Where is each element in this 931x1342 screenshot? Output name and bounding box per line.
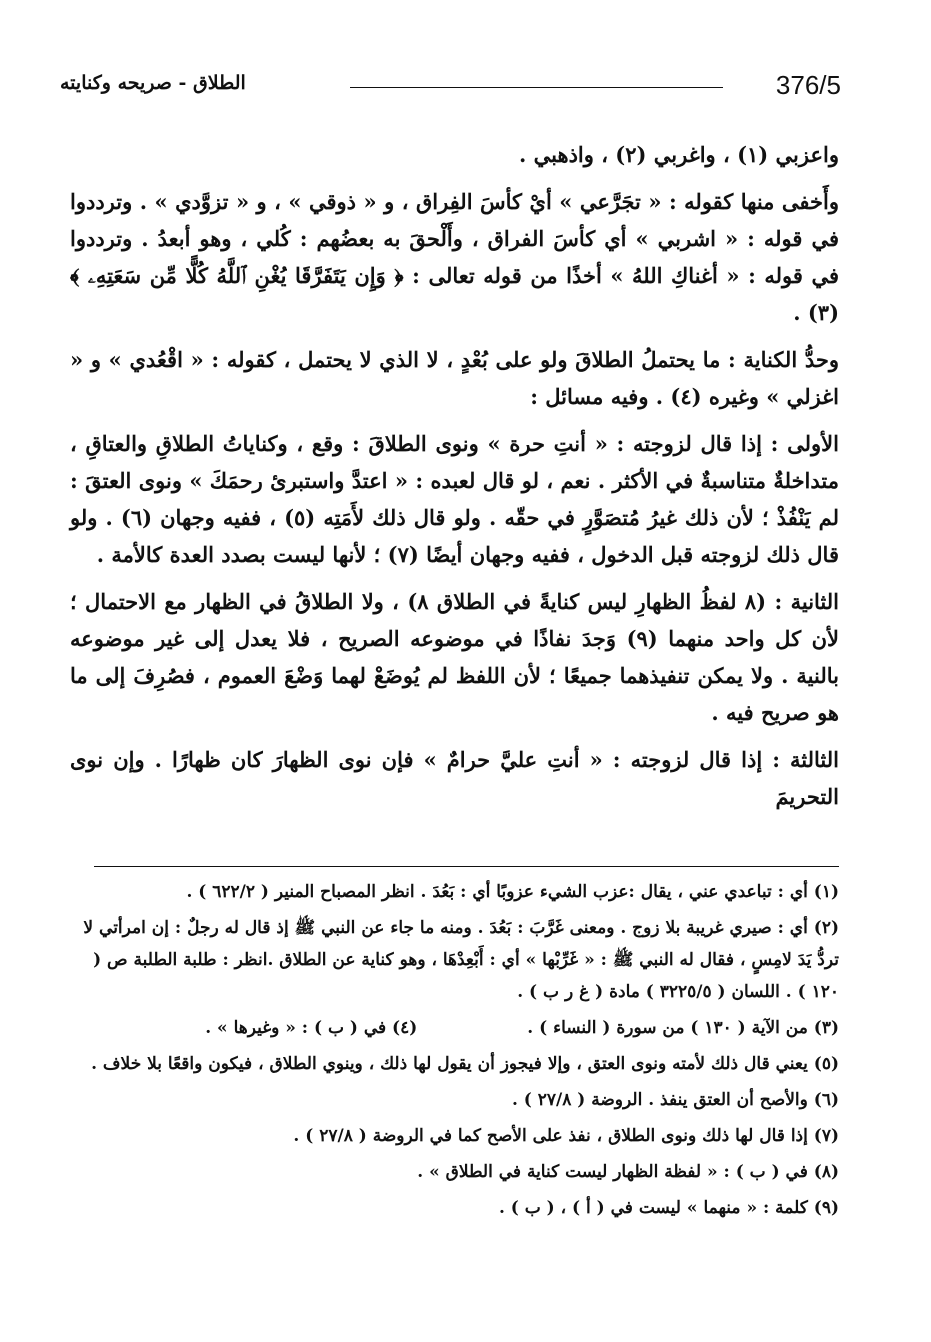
main-text xyxy=(70,136,839,825)
footnote: (١) أي : تباعدي عني ، يقال :عزب الشيء عزوبًا أي : بَعُدَ . انظر المصباح المنير ( ٦٢٢/٢ ) . xyxy=(186,882,839,902)
footnote: (٤) في ( ب ) : « وغيرها » . xyxy=(205,1018,418,1038)
footnote: (٩) كلمة : « منهما » ليست في ( أ ) ، ( ب ) . xyxy=(498,1198,839,1218)
paragraph: الأولى : إذا قال لزوجته : « أنتِ حرة » ونوى الطلاقَ : وقع ، وكناياتُ الطلاقِ والعتاقِ ، متداخلةٌ متناسبةٌ في الأكثر . نعم ، لو قال لعبده : « اعتدَّ واستبرئ رحمَكَ » ونوى العتقَ : لم يَنْفُذْ ؛ لأن ذلك غيرُ مُتصَوَّرٍ في حقّه . ولو قال ذلك لأَمَتِه (٥) ، ففيه وجهان (٦) . ولو قال ذلك لزوجته قبل الدخول ، ففيه وجهان أيضًا (٧) ؛ لأنها ليست بصدد العدة كالأمة . xyxy=(70,431,839,567)
footnote: (٥) يعني قال ذلك لأمته ونوى العتق ، وإلا فيجوز أن يقول لها ذلك ، وينوي الطلاق ، فيكون واقعًا بلا خلاف . xyxy=(91,1054,839,1074)
paragraph: الثانية : (٨ لفظُ الظهارِ ليس كنايةً في الطلاق ٨) ، ولا الطلاقُ في الظهار مع الاحتمال ؛ لأن كل واحد منهما (٩) وَجدَ نفاذًا في موضوعه الصريح ، فلا يعدل إلى غير موضوعه بالنية . ولا يمكن تنفيذهما جميعًا ؛ لأن اللفظ لم يُوضَعْ لهما وَضْعَ العموم ، فصُرِفَ إلى ما هو صريح فيه . xyxy=(70,589,840,725)
running-title: الطلاق - صريحه وكنايته xyxy=(60,72,246,94)
footnote-rule xyxy=(94,866,839,867)
footnote: (٧) إذا قال لها ذلك ونوى الطلاق ، نفذ على الأصح كما في الروضة ( ٢٧/٨ ) . xyxy=(293,1126,839,1146)
page-number: 376/5 xyxy=(775,70,841,100)
paragraph: وحدُّ الكناية : ما يحتملُ الطلاقَ ولو على بُعْدٍ ، لا الذي لا يحتمل ، كقوله : « اقْعُدي » و « اغزلي » وغيره (٤) . وفيه مسائل : xyxy=(70,347,839,409)
paragraph-heading: الثالثة : xyxy=(772,747,839,772)
paragraph: وأَخفى منها كقوله : « تجَرَّعي » أيْ كأسَ الفِراق ، و « ذوقي » ، و « تزوَّدي » . وترددوا في قوله : « اشربي » أي كأسَ الفراق ، وأَلْحقَ به بعضُهم : كُلي ، وهو أبعدُ . وترددوا في قوله : « أغناكِ اللهُ » أخذًا من قوله تعالى : ﴿ وَإِن يَتَفَرَّقَا يُغْنِ ٱللَّهُ كُلًّا مِّن سَعَتِهِۦ ﴾ (٣) . xyxy=(70,189,839,325)
footnote-row xyxy=(70,1012,839,1048)
paragraph: واعزبي (١) ، واغربي (٢) ، واذهبي . xyxy=(519,142,839,167)
paragraph-heading: الأولى : xyxy=(770,431,839,456)
page-header xyxy=(60,70,841,100)
footnote: (٢) أي : صيري غريبة بلا زوج . ومعنى غَرَّبَ : بَعُدَ . ومنه ما جاء عن النبي ﷺ إذ قال له رجلٌ : إن امرأتي لا تردُّ يَدَ لامِسٍ ، فقال له النبي ﷺ : « غَرِّبْها » أي : أَبْعِدْهَا ، وهو كناية عن الطلاق .انظر : طلبة الطلبة ص ( ١٢٠ ) . اللسان ( ٣٢٢٥/٥ ) مادة ( غ ر ب ) . xyxy=(83,918,839,1002)
paragraph-heading: وحدُّ الكناية : xyxy=(728,347,839,372)
paragraph: الثالثة : إذا قال لزوجته : « أنتِ عليَّ حرامٌ » فإن نوى الظهارَ كان ظهارًا . وإن نوى التحريمَ xyxy=(70,747,839,809)
paragraph-heading: الثانية : xyxy=(774,589,840,614)
footnote: (٦) والأصح أن العتق ينفذ . الروضة ( ٢٧/٨ ) . xyxy=(511,1090,839,1110)
footnote: (٨) في ( ب ) : « لفظة الظهار ليست كناية في الطلاق » . xyxy=(417,1162,839,1182)
footnote: (٣) من الآية ( ١٣٠ ) من سورة ( النساء ) . xyxy=(527,1018,839,1038)
footnotes xyxy=(70,876,839,1228)
header-rule xyxy=(350,87,723,88)
